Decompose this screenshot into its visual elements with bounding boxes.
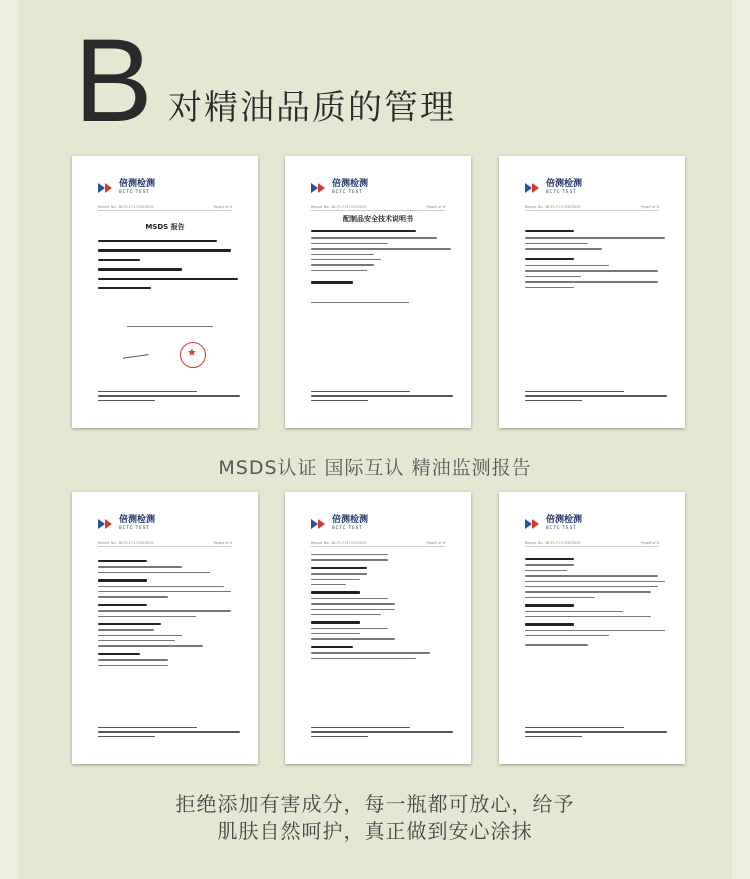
page-number: Page3 of 6	[640, 205, 659, 209]
lab-logo-cn: 倍测检测	[332, 515, 369, 525]
doc-footer	[525, 727, 667, 740]
lab-logo-en: BCTC TEST	[332, 189, 363, 194]
section-title: 对精油品质的管理	[168, 88, 456, 128]
report-page-3	[499, 156, 685, 428]
lab-logo	[311, 516, 368, 530]
doc-body-text	[311, 554, 451, 663]
lab-logo-icon	[311, 181, 327, 193]
lab-logo-icon	[98, 517, 114, 529]
doc-heading: MSDS 报告	[145, 223, 185, 231]
lab-logo-en: BCTC TEST	[546, 525, 577, 530]
lab-logo-cn: 倍测检测	[546, 515, 583, 525]
section-letter: B	[74, 15, 153, 147]
lab-logo	[311, 180, 368, 194]
report-page-6	[499, 492, 685, 764]
report-number: Report No.: BCTC-FY170303019	[311, 205, 367, 209]
page-number: Page5 of 6	[426, 541, 445, 545]
doc-footer	[98, 727, 240, 740]
doc-footer	[98, 391, 240, 404]
lab-logo	[98, 516, 155, 530]
report-number: Report No.: BCTC-FY170303019	[98, 541, 154, 545]
doc-footer	[311, 727, 453, 740]
bottom-caption-line-1: 拒绝添加有害成分，每一瓶都可放心，给予	[175, 792, 575, 816]
report-number: Report No.: BCTC-FY170303019	[525, 541, 581, 545]
lab-logo	[98, 180, 155, 194]
page-number: Page1 of 6	[213, 205, 232, 209]
lab-logo-icon	[311, 517, 327, 529]
official-stamp	[180, 342, 206, 368]
lab-logo-en: BCTC TEST	[546, 189, 577, 194]
lab-logo-cn: 倍测检测	[332, 179, 369, 189]
report-number: Report No.: BCTC-FY170303019	[525, 205, 581, 209]
report-number: Report No.: BCTC-FY170303019	[98, 205, 154, 209]
doc-heading: 配制品安全技术说明书	[343, 215, 413, 223]
doc-body-text	[98, 240, 238, 296]
lab-logo-icon	[98, 181, 114, 193]
doc-body-text	[525, 230, 665, 292]
lab-logo-cn: 倍测检测	[546, 179, 583, 189]
lab-logo	[525, 516, 582, 530]
lab-logo-icon	[525, 181, 541, 193]
lab-logo-en: BCTC TEST	[119, 189, 150, 194]
doc-footer	[525, 391, 667, 404]
doc-body-text	[525, 558, 665, 650]
lab-logo-en: BCTC TEST	[332, 525, 363, 530]
lab-logo-cn: 倍测检测	[119, 515, 156, 525]
lab-logo-icon	[525, 517, 541, 529]
report-page-5	[285, 492, 471, 764]
lab-logo-en: BCTC TEST	[119, 525, 150, 530]
report-page-4	[72, 492, 258, 764]
lab-logo-cn: 倍测检测	[119, 179, 156, 189]
bottom-caption-line-2: 肌肤自然呵护，真正做到安心涂抹	[217, 819, 533, 843]
page-number: Page2 of 6	[426, 205, 445, 209]
doc-body-text	[98, 560, 238, 670]
page-number: Page6 of 6	[640, 541, 659, 545]
report-page-1	[72, 156, 258, 428]
page-number: Page4 of 6	[213, 541, 232, 545]
doc-footer	[311, 391, 453, 404]
doc-body-text	[311, 230, 451, 307]
report-page-2	[285, 156, 471, 428]
signature	[121, 344, 148, 359]
lab-logo	[525, 180, 582, 194]
row1-caption: MSDS认证 国际互认 精油监测报告	[218, 457, 532, 479]
report-number: Report No.: BCTC-FY170303019	[311, 541, 367, 545]
